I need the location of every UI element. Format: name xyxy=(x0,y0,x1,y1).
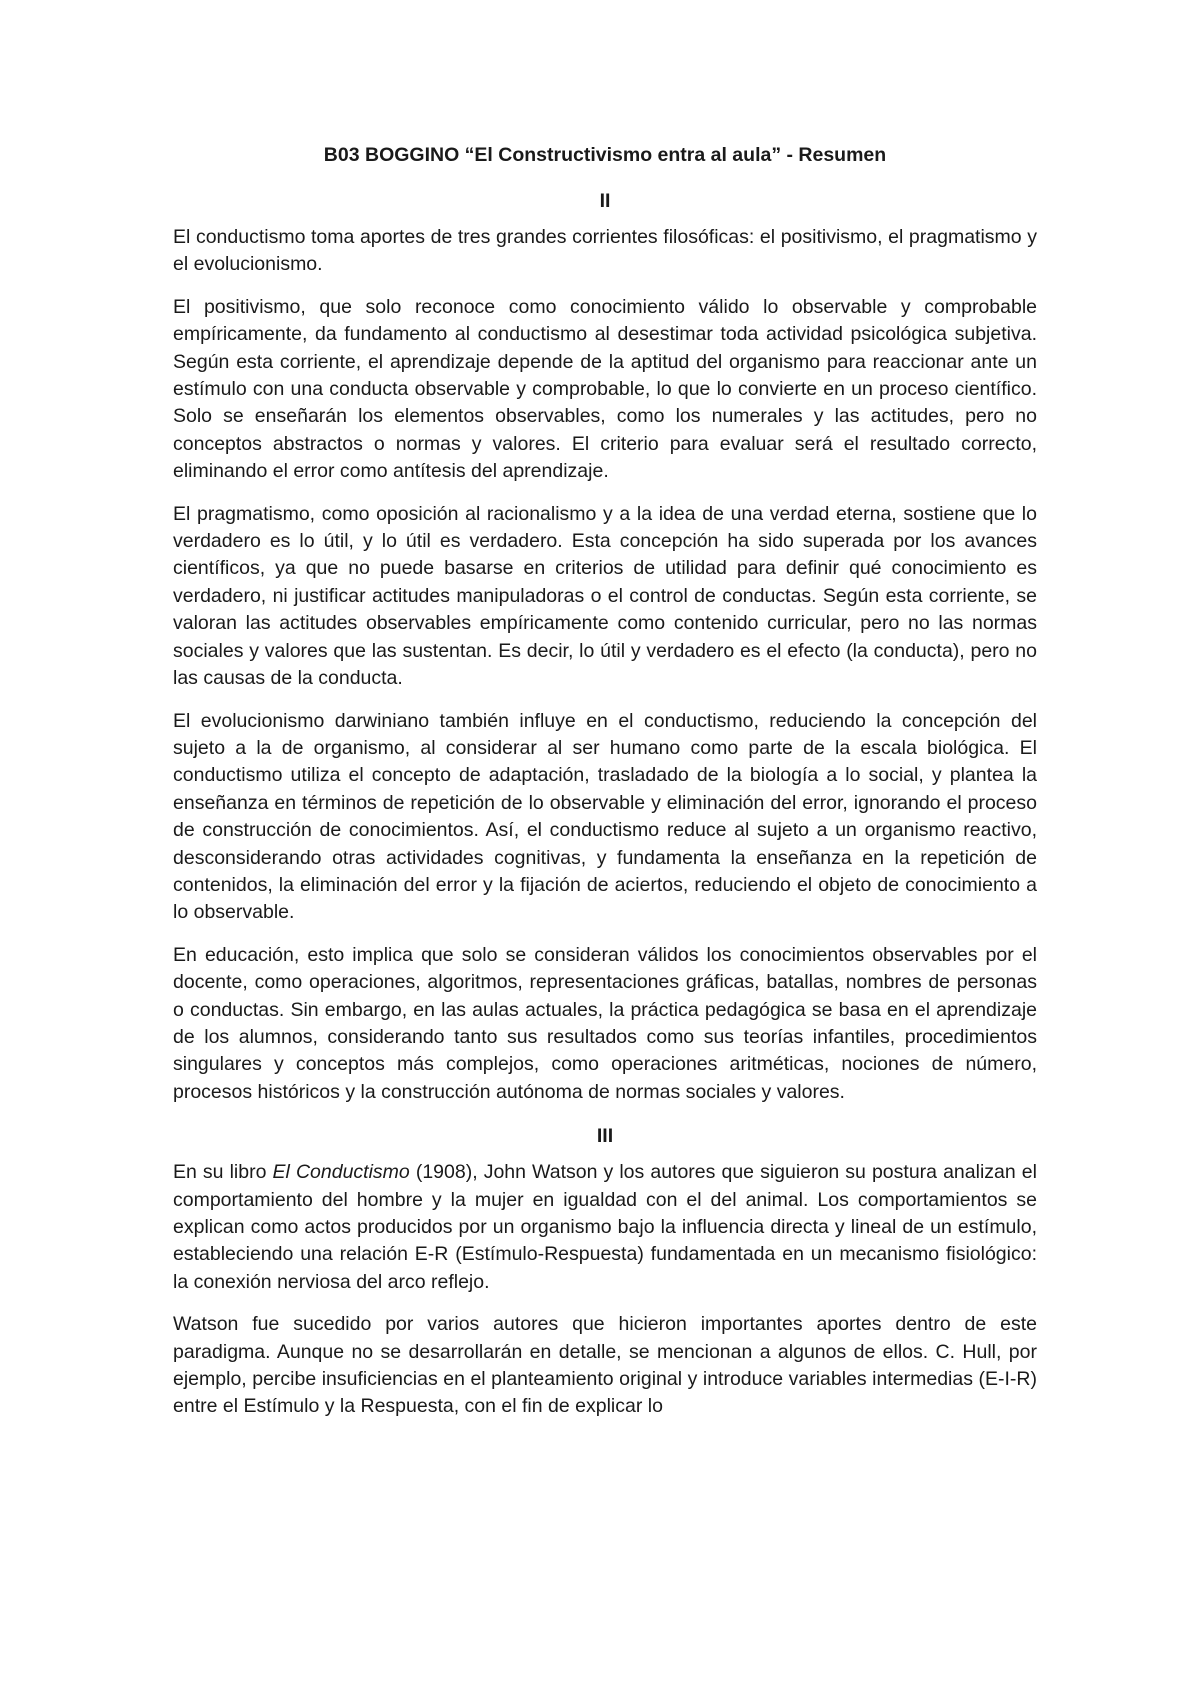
paragraph-text-after: (1908), John Watson y los autores que siguieron su postura analizan el comportamiento del hombre y la mujer en igualdad con el del animal. Los comportamientos se explican como actos producidos por un organismo bajo la influencia directa y lineal de un estímulo, estableciendo una relación E-R (Estímulo-Respuesta) fundamentada en un mecanismo fisiológico: la conexión nerviosa del arco reflejo. xyxy=(173,1161,1037,1293)
paragraph-pragmatismo: El pragmatismo, como oposición al racionalismo y a la idea de una verdad eterna, sostiene que lo verdadero es lo útil, y lo útil es verdadero. Esta concepción ha sido superada por los avances científicos, ya que no puede basarse en criterios de utilidad para definir qué conocimiento es verdadero, ni justificar actitudes manipuladoras o el control de conductas. Según esta corriente, se valoran las actitudes observables empíricamente como contenido curricular, pero no las normas sociales y valores que las sustentan. Es decir, lo útil y verdadero es el efecto (la conducta), pero no las causas de la conducta. xyxy=(173,502,1037,690)
document-title: B03 BOGGINO “El Constructivismo entra al aula” - Resumen xyxy=(323,144,887,166)
paragraph-evolucionismo: El evolucionismo darwiniano también influye en el conductismo, reduciendo la concepción del sujeto a la de organismo, al considerar al ser humano como parte de la escala biológica. El conductismo utiliza el concepto de adaptación, trasladado de la biología a lo social, y plantea la enseñanza en términos de repetición de lo observable y eliminación del error, ignorando el proceso de construcción de conocimientos. Así, el conductismo reduce al sujeto a un organismo reactivo, desconsiderando otras actividades cognitivas, y fundamenta la enseñanza en la repetición de contenidos, la eliminación del error y la fijación de aciertos, reduciendo el objeto de conocimiento a lo observable. xyxy=(173,709,1037,924)
paragraph-intro: El conductismo toma aportes de tres grandes corrientes filosóficas: el positivismo, el pragmatismo y el evolucionismo. xyxy=(173,226,1037,276)
paragraph-positivismo: El positivismo, que solo reconoce como conocimiento válido lo observable y comprobable empíricamente, da fundamento al conductismo al desestimar toda actividad psicológica subjetiva. Según esta corriente, el aprendizaje depende de la aptitud del organismo para reaccionar ante un estímulo con una conducta observable y comprobable, lo que lo convierte en un proceso científico. Solo se enseñarán los elementos observables, como los numerales y las actitudes, pero no conceptos abstractos o normas y valores. El criterio para evaluar será el resultado correcto, eliminando el error como antítesis del aprendizaje. xyxy=(173,295,1037,483)
section-heading-iii: III xyxy=(596,1125,614,1148)
paragraph-watson-libro xyxy=(173,1159,1037,1296)
paragraph-watson-sucesores: Watson fue sucedido por varios autores que hicieron importantes aportes dentro de este paradigma. Aunque no se desarrollarán en detalle, se mencionan a algunos de ellos. C. Hull, por ejemplo, percibe insuficiencias en el planteamiento original y introduce variables intermedias (E-I-R) entre el Estímulo y la Respuesta, con el fin de explicar lo xyxy=(173,1313,1037,1418)
paragraph-text-before: En su libro xyxy=(173,1161,273,1184)
document-page xyxy=(173,140,1037,1421)
section-heading-ii: II xyxy=(599,190,611,212)
paragraph-educacion: En educación, esto implica que solo se consideran válidos los conocimientos observables por el docente, como operaciones, algoritmos, representaciones gráficas, batallas, nombres de personas o conductas. Sin embargo, en las aulas actuales, la práctica pedagógica se basa en el aprendizaje de los alumnos, considerando tanto sus resultados como sus teorías infantiles, procedimientos singulares y conceptos más complejos, como operaciones aritméticas, nociones de número, procesos históricos y la construcción autónoma de normas sociales y valores. xyxy=(173,943,1037,1103)
book-title: El Conductismo xyxy=(272,1161,410,1184)
